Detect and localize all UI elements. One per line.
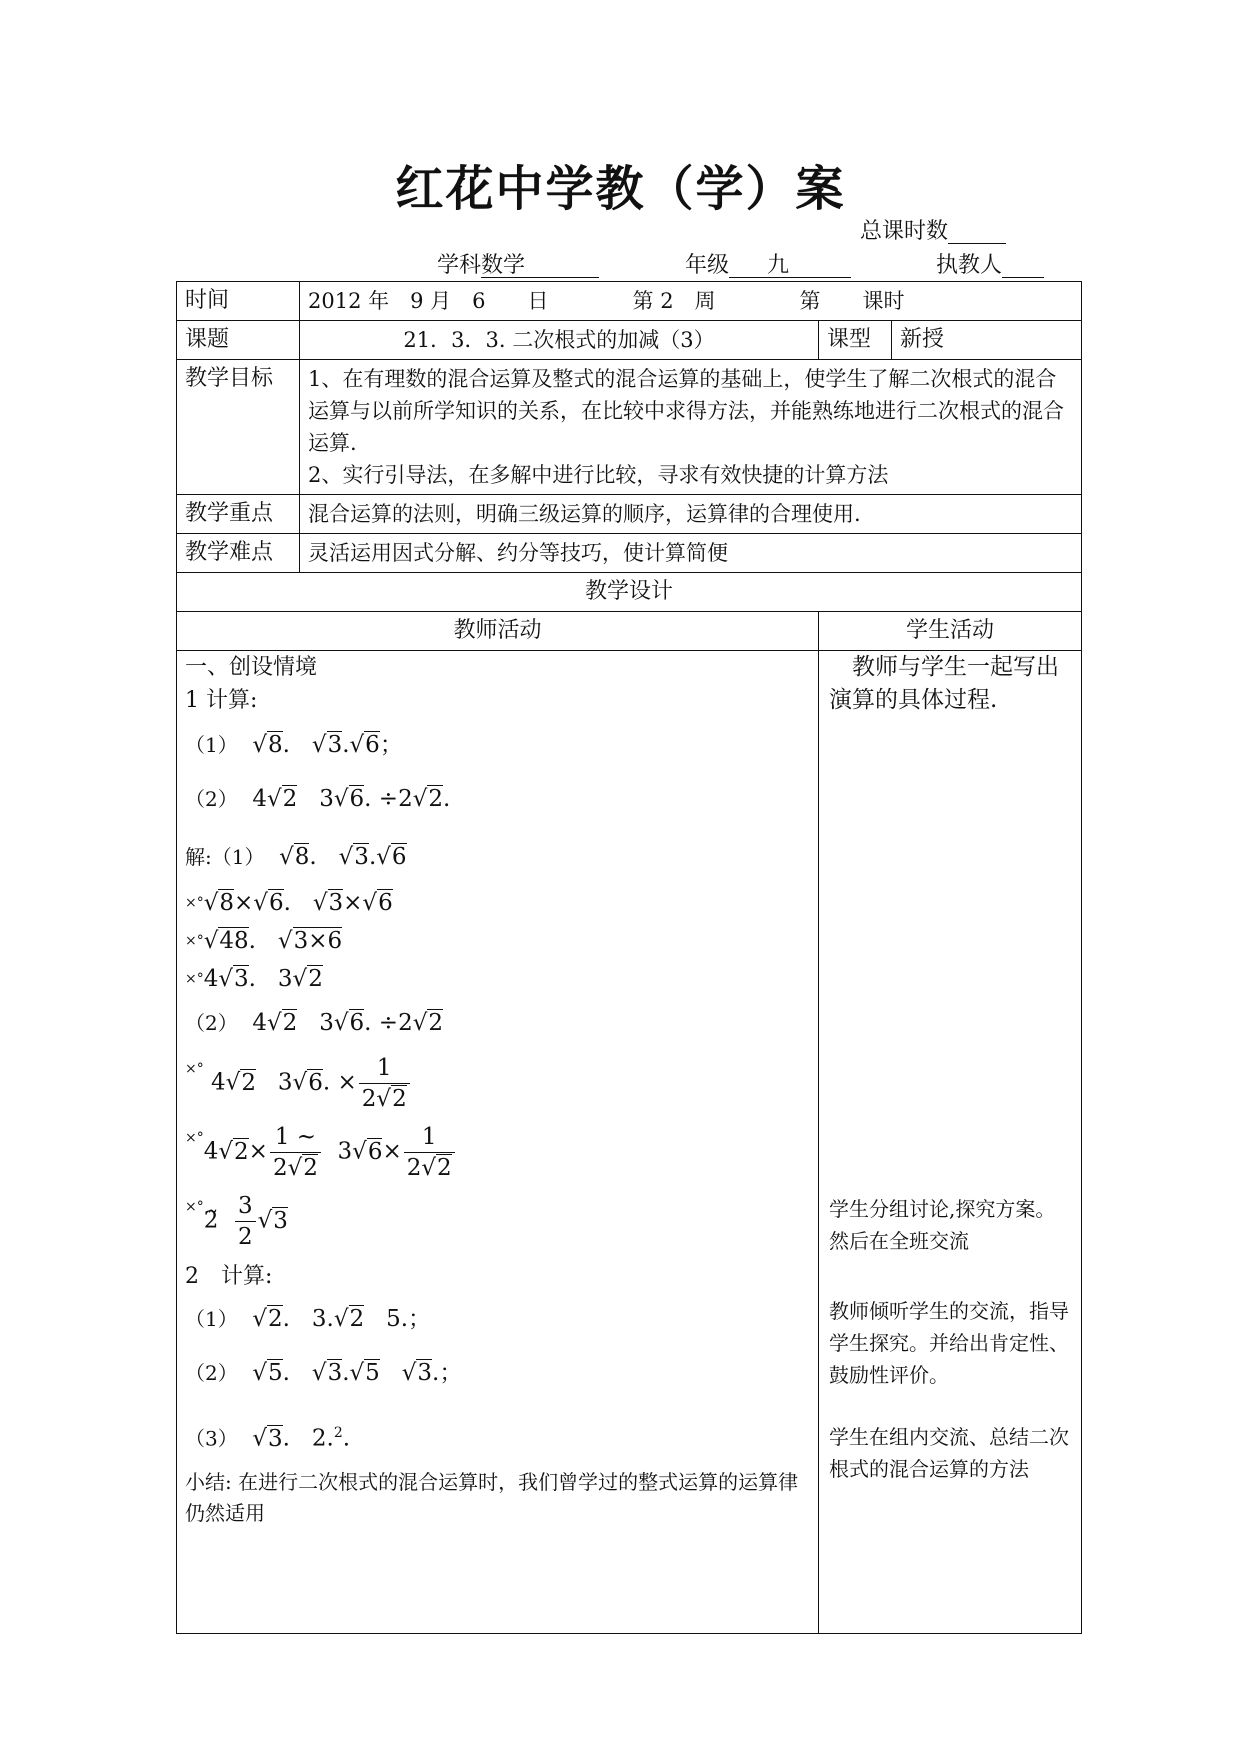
goal-value: [300, 360, 1082, 495]
difficulty-label: 教学难点: [177, 534, 300, 573]
student-note-4: 学生在组内交流、总结二次根式的混合运算的方法: [829, 1425, 1069, 1481]
problem-label: （2）: [185, 1361, 238, 1385]
row-difficulty: [177, 534, 1082, 573]
problem-label: （2）: [185, 787, 238, 811]
problem-2-3: （3） √3. 2.$^2$.: [185, 1425, 351, 1452]
teacher-activity-cell: [177, 651, 819, 1634]
solution-step-4: ×° 4√2 3√6. × $\frac{1}{2√2}$: [185, 1053, 810, 1114]
teacher-blank: [1002, 254, 1044, 278]
solution-step-5: ×°4√2× $\frac{1 \sim}{2√2}$ 3√6× $\frac{1}{2√2}$: [185, 1122, 810, 1183]
row-activity-headers: [177, 612, 1082, 651]
problem-1-1: （1） √8. √3.√6；: [185, 732, 403, 758]
solution-1-2: （2） 4√2 3√6. ÷2√2: [185, 1010, 443, 1036]
subject-label: 学科: [437, 253, 482, 278]
grade-value: 九: [729, 254, 851, 278]
student-note-1: 教师与学生一起写出演算的具体过程.: [829, 654, 1059, 713]
problem-2-2: （2） √5. √3.√5 √3.；: [185, 1360, 463, 1386]
grade-label: 年级: [685, 253, 730, 278]
problem-1-2: （2） 4√2 3√6. ÷2√2.: [185, 786, 451, 812]
row-time: [177, 282, 1082, 321]
type-label: 课型: [819, 321, 892, 360]
time-value: 2012 年 9 月 6 日 第 2 周 第 课时: [300, 282, 1082, 321]
subject-value: 数学: [481, 254, 599, 278]
goal-1: 1、在有理数的混合运算及整式的混合运算的基础上，使学生了解二次根式的混合运算与以前所学知识的关系，在比较中求得方法，并能熟练地进行二次根式的混合运算.: [308, 367, 1064, 455]
teacher-label: 执教人: [936, 253, 1003, 278]
difficulty-value: 灵活运用因式分解、约分等技巧，使计算简便: [300, 534, 1082, 573]
key-value: 混合运算的法则，明确三级运算的顺序，运算律的合理使用.: [300, 495, 1082, 534]
calc-heading-2: 2 计算:: [185, 1264, 273, 1289]
student-note-3: 教师倾听学生的交流，指导学生探究。并给出肯定性、鼓励性评价。: [829, 1299, 1069, 1387]
document-title: 红花中学教（学）案: [395, 161, 846, 217]
solution-label: （2）: [185, 1011, 238, 1035]
problem-label: （1）: [185, 1307, 238, 1331]
total-hours-label: 总课时数: [860, 219, 949, 244]
student-activity-header: 学生活动: [819, 612, 1082, 651]
problem-label: （3）: [185, 1426, 238, 1451]
solution-step-2: ×°√48. √3×6: [185, 928, 343, 954]
student-note-2: 学生分组讨论,探究方案。然后在全班交流: [829, 1197, 1056, 1253]
total-hours: [860, 214, 1006, 245]
student-activity-cell: [819, 651, 1082, 1634]
time-label: 时间: [177, 282, 300, 321]
lesson-plan-table: [176, 281, 1082, 1634]
section-heading: 一、创设情境: [185, 655, 318, 680]
problem-label: （1）: [185, 733, 238, 757]
summary-text: 小结: 在进行二次根式的混合运算时，我们曾学过的整式运算的运算律仍然适用: [185, 1469, 799, 1525]
row-goals: [177, 360, 1082, 495]
grade-field: [685, 248, 851, 279]
teacher-activity-header: 教师活动: [177, 612, 819, 651]
key-label: 教学重点: [177, 495, 300, 534]
subject-field: [437, 248, 599, 279]
solution-step-1: ×°√8×√6. √3×√6: [185, 890, 393, 916]
solution-1-1: 解:（1） √8. √3.√6: [185, 844, 407, 870]
row-design-header: [177, 573, 1082, 612]
calc-heading-1: 1 计算:: [185, 688, 258, 713]
type-value: 新授: [892, 321, 1082, 360]
topic-value: 21．3．3. 二次根式的加减（3）: [300, 321, 819, 360]
solution-label: 解:（1）: [185, 845, 265, 869]
solution-step-6: ×°2̃ $\frac{3}{2}$ √3: [185, 1193, 288, 1250]
problem-2-1: （1） √2. 3.√2 5.；: [185, 1306, 432, 1332]
row-key: [177, 495, 1082, 534]
topic-label: 课题: [177, 321, 300, 360]
row-activities: [177, 651, 1082, 1634]
row-topic: [177, 321, 1082, 360]
total-hours-blank: [948, 220, 1006, 244]
design-header: 教学设计: [177, 573, 1082, 612]
solution-step-3: ×°4√3. 3√2: [185, 966, 323, 992]
goal-label: 教学目标: [177, 360, 300, 495]
teacher-field: [936, 248, 1044, 279]
goal-2: 2、实行引导法，在多解中进行比较，寻求有效快捷的计算方法: [308, 463, 889, 487]
